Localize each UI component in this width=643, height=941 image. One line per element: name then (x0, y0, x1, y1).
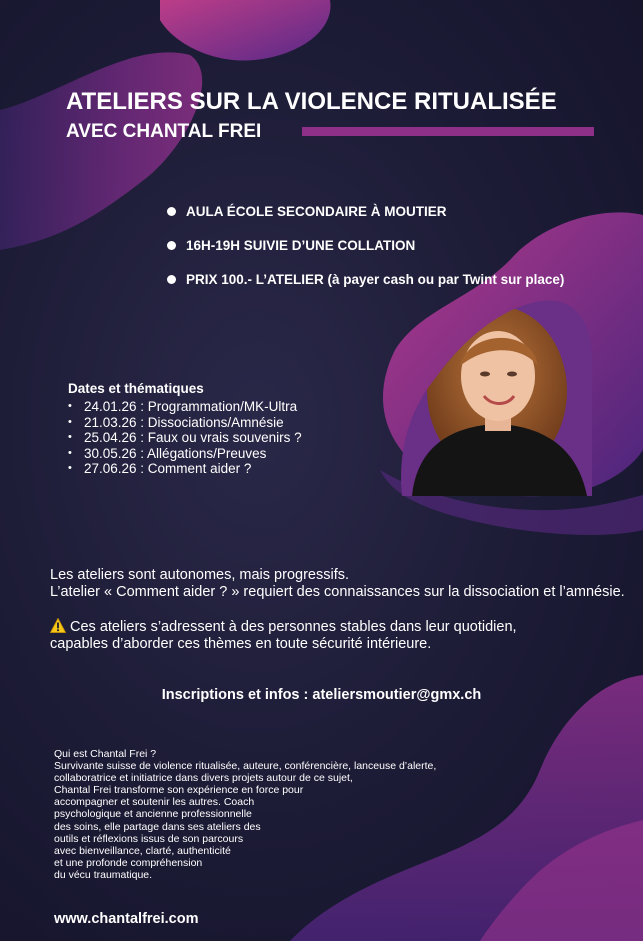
subtitle: AVEC CHANTAL FREI (66, 121, 262, 142)
website-link[interactable]: www.chantalfrei.com (54, 911, 199, 927)
bio-line: des soins, elle partage dans ses ateliers des (54, 820, 261, 833)
dates-section (68, 380, 302, 477)
warning-line (50, 618, 640, 636)
info-item-time (167, 228, 564, 262)
bullet-dot-icon: • (68, 446, 72, 459)
date-item (68, 415, 302, 431)
date-item (68, 430, 302, 446)
date-text: 27.06.26 : Comment aider ? (84, 461, 252, 476)
info-text: AULA ÉCOLE SECONDAIRE À MOUTIER (186, 203, 447, 219)
date-text: 25.04.26 : Faux ou vrais souvenirs ? (84, 430, 302, 445)
warning-text: Ces ateliers s’adressent à des personnes stables dans leur quotidien, (70, 619, 517, 635)
bio-line: du vécu traumatique. (54, 868, 153, 881)
bullet-dot-icon: • (68, 400, 72, 412)
date-text: 24.01.26 : Programmation/MK-Ultra (84, 399, 298, 414)
bio-line: collaboratrice et initiatrice dans divers projets autour de ce sujet, (54, 772, 353, 785)
bullet-dot-icon (167, 207, 176, 216)
contact-email: Inscriptions et infos : ateliersmoutier@gmx.ch (161, 687, 482, 703)
bio-line: Survivante suisse de violence ritualisée, auteure, conférencière, lanceuse d’alerte, (54, 760, 437, 773)
accent-bar (302, 127, 594, 136)
info-list (167, 194, 564, 296)
bio-section (54, 748, 494, 881)
date-text: 21.03.26 : Dissociations/Amnésie (84, 414, 284, 430)
bio-line: outils et réflexions issus de son parcours (54, 832, 244, 845)
description-line: L’atelier « Comment aider ? » requiert des connaissances sur la dissociation et l’amnésie. (50, 584, 625, 600)
bullet-dot-icon (167, 241, 176, 250)
bullet-dot-icon: • (68, 462, 72, 474)
bio-line: accompagner et soutenir les autres. Coach (54, 796, 255, 809)
bullet-dot-icon (167, 275, 176, 284)
bio-line: psychologique et ancienne professionnelle (54, 808, 252, 821)
description-block (50, 567, 640, 653)
warning-icon (50, 618, 66, 633)
description-line: Les ateliers sont autonomes, mais progressifs. (50, 567, 349, 583)
bio-line: Chantal Frei transforme son expérience en force pour (54, 784, 304, 797)
bio-line: et une profonde compréhension (54, 856, 203, 869)
bullet-dot-icon: • (68, 431, 72, 443)
portrait-photo (392, 296, 592, 496)
info-item-location (167, 194, 564, 228)
page-title: ATELIERS SUR LA VIOLENCE RITUALISÉE (66, 88, 557, 115)
info-text: PRIX 100.- L’ATELIER (à payer cash ou par Twint sur place) (186, 271, 565, 287)
info-item-price (167, 262, 564, 296)
info-text: 16H-19H SUIVIE D’UNE COLLATION (186, 237, 416, 253)
date-item (68, 399, 302, 415)
date-item (68, 446, 302, 462)
bio-line: Qui est Chantal Frei ? (54, 748, 157, 760)
dates-heading: Dates et thématiques (68, 381, 204, 396)
bio-line: avec bienveillance, clarté, authenticité (54, 844, 231, 857)
date-item (68, 461, 302, 477)
warning-line-2: capables d’aborder ces thèmes en toute sécurité intérieure. (50, 636, 432, 652)
date-text: 30.05.26 : Allégations/Preuves (84, 445, 267, 461)
top-blob (160, 0, 330, 61)
bullet-dot-icon: • (68, 415, 72, 428)
